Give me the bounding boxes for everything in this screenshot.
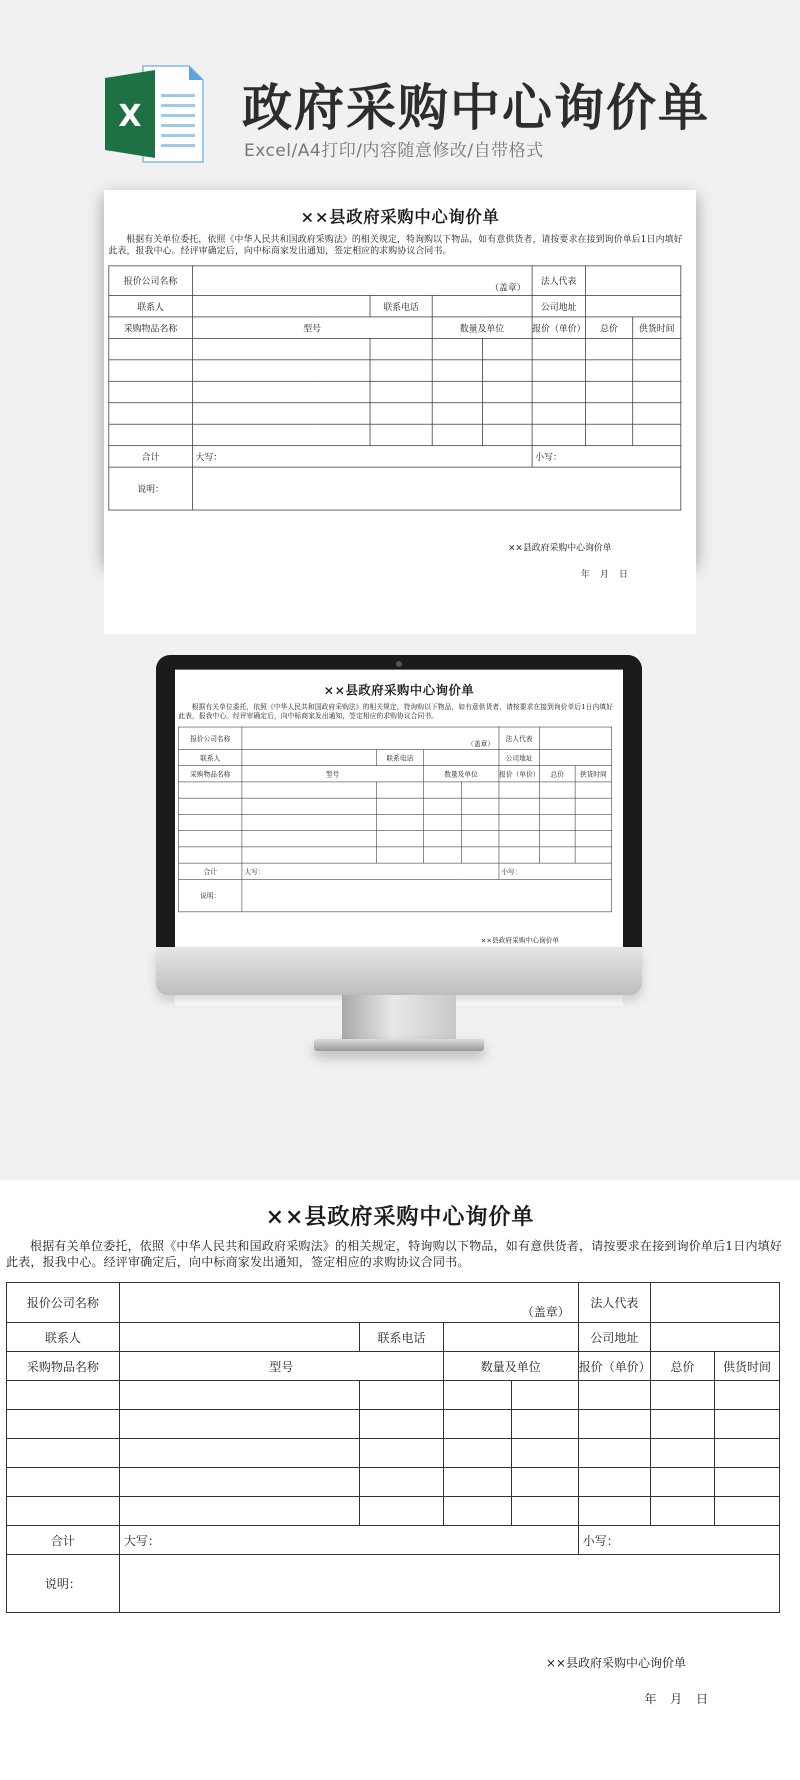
sum-label: 合计: [109, 446, 193, 467]
address-label: 公司地址: [578, 1323, 650, 1352]
table-row: [7, 1410, 780, 1439]
table-row: [179, 814, 612, 830]
item-name-header: 采购物品名称: [179, 766, 242, 782]
issuer-signature: ××县政府采购中心询价单: [545, 1656, 686, 1670]
sum-label: 合计: [7, 1526, 120, 1555]
cell[interactable]: [443, 1381, 512, 1410]
cell[interactable]: [532, 424, 586, 445]
table-row: [7, 1468, 780, 1497]
table-row: [179, 798, 612, 814]
cell[interactable]: [179, 847, 242, 863]
cell[interactable]: [192, 424, 370, 445]
cell[interactable]: [7, 1439, 120, 1468]
cell[interactable]: [483, 424, 532, 445]
table-row: [109, 403, 681, 424]
total-header: 总价: [585, 317, 632, 338]
form-intro: 根据有关单位委托，依照《中华人民共和国政府采购法》的相关规定，特询购以下物品，如有意供货者，请按要求在接到询价单后1日内填好此表，报我中心。经评审确定后，向中标商家发出通知，签定相应的求购协议合同书。: [108, 233, 683, 256]
unit-price-header: 报价（单价）: [532, 317, 586, 338]
cell[interactable]: [714, 1439, 779, 1468]
qty-unit-header: 数量及单位: [423, 766, 499, 782]
cell[interactable]: [242, 831, 377, 847]
total-header: 总价: [651, 1352, 715, 1381]
legal-rep-label: 法人代表: [499, 727, 540, 749]
phone-label: 联系电话: [370, 295, 432, 316]
cell[interactable]: [578, 1497, 650, 1526]
table-row: [7, 1439, 780, 1468]
cell[interactable]: [423, 798, 461, 814]
contact-label: 联系人: [7, 1323, 120, 1352]
delivery-header: 供货时间: [714, 1352, 779, 1381]
note-label: 说明：: [7, 1555, 120, 1613]
cell[interactable]: [585, 403, 632, 424]
company-label: 报价公司名称: [179, 727, 242, 749]
cell[interactable]: [370, 338, 432, 359]
form-intro: 根据有关单位委托，依照《中华人民共和国政府采购法》的相关规定，特询购以下物品，如有意供货者，请按要求在接到询价单后1日内填好此表，报我中心。经评审确定后，向中标商家发出通知，签定相应的求购协议合同书。: [178, 702, 613, 720]
table-row: [7, 1497, 780, 1526]
cell[interactable]: [242, 814, 377, 830]
company-field[interactable]: [119, 1283, 578, 1323]
cell[interactable]: [432, 360, 483, 381]
upper-amount-label: 大写：: [195, 451, 223, 462]
company-field[interactable]: [192, 266, 532, 296]
monitor-bezel: [156, 655, 642, 947]
cell[interactable]: [575, 798, 611, 814]
cell[interactable]: [376, 798, 423, 814]
cell[interactable]: [423, 814, 461, 830]
table-header-row: [109, 317, 681, 338]
cell[interactable]: [179, 831, 242, 847]
cell[interactable]: [585, 360, 632, 381]
issue-date: 年 月 日: [644, 1692, 708, 1706]
seal-label: （盖章）: [521, 1305, 570, 1319]
cell[interactable]: [539, 847, 575, 863]
cell[interactable]: [714, 1410, 779, 1439]
lower-amount-field[interactable]: [578, 1526, 779, 1555]
cell[interactable]: [499, 831, 540, 847]
cell[interactable]: [192, 403, 370, 424]
cell[interactable]: [499, 798, 540, 814]
cell[interactable]: [539, 831, 575, 847]
cell[interactable]: [578, 1439, 650, 1468]
cell[interactable]: [370, 403, 432, 424]
company-label: 报价公司名称: [109, 266, 193, 296]
lower-amount-field[interactable]: [499, 863, 612, 879]
table-header-row: [7, 1352, 780, 1381]
phone-field[interactable]: [423, 749, 499, 765]
cell[interactable]: [512, 1410, 578, 1439]
table-row: [109, 424, 681, 445]
table-row: [7, 1323, 780, 1352]
cell[interactable]: [651, 1381, 715, 1410]
cell[interactable]: [360, 1497, 443, 1526]
cell[interactable]: [360, 1468, 443, 1497]
cell[interactable]: [7, 1497, 120, 1526]
cell[interactable]: [376, 814, 423, 830]
cell[interactable]: [483, 403, 532, 424]
phone-field[interactable]: [432, 295, 532, 316]
cell[interactable]: [7, 1410, 120, 1439]
unit-price-header: 报价（单价）: [578, 1352, 650, 1381]
monitor-chin: [156, 947, 642, 995]
qty-unit-header: 数量及单位: [432, 317, 532, 338]
issuer-signature: ××县政府采购中心询价单: [507, 542, 612, 553]
cell[interactable]: [462, 814, 499, 830]
model-header: 型号: [192, 317, 432, 338]
cell[interactable]: [423, 831, 461, 847]
company-field[interactable]: [242, 727, 499, 749]
cell[interactable]: [532, 338, 586, 359]
form-slot: [0, 1180, 800, 1780]
cell[interactable]: [462, 831, 499, 847]
delivery-header: 供货时间: [575, 766, 611, 782]
cell[interactable]: [443, 1468, 512, 1497]
note-label: 说明：: [109, 467, 193, 510]
cell[interactable]: [376, 782, 423, 798]
cell[interactable]: [532, 381, 586, 402]
inquiry-form: [0, 1180, 800, 1780]
page-title: 政府采购中心询价单: [242, 79, 710, 137]
inquiry-form: [104, 190, 696, 634]
cell[interactable]: [443, 1410, 512, 1439]
monitor-mockup: [156, 655, 642, 1060]
table-row: [179, 831, 612, 847]
monitor-base: [314, 1039, 484, 1051]
cell[interactable]: [483, 338, 532, 359]
cell[interactable]: [179, 798, 242, 814]
inquiry-table: [108, 265, 681, 510]
table-header-row: [179, 766, 612, 782]
cell[interactable]: [376, 847, 423, 863]
cell[interactable]: [242, 798, 377, 814]
phone-label: 联系电话: [360, 1323, 443, 1352]
lower-amount-label: 小写：: [582, 1533, 619, 1548]
cell[interactable]: [585, 424, 632, 445]
cell[interactable]: [119, 1468, 359, 1497]
note-field[interactable]: [192, 467, 681, 510]
page-subtitle: Excel/A4打印/内容随意修改/自带格式: [244, 141, 544, 161]
cell[interactable]: [575, 814, 611, 830]
svg-text:X: X: [118, 99, 142, 134]
address-label: 公司地址: [532, 295, 586, 316]
seal-label: （盖章）: [490, 282, 526, 293]
cell[interactable]: [633, 381, 681, 402]
cell[interactable]: [714, 1468, 779, 1497]
qty-unit-header: 数量及单位: [443, 1352, 578, 1381]
cell[interactable]: [714, 1381, 779, 1410]
cell[interactable]: [370, 424, 432, 445]
table-row: [7, 1381, 780, 1410]
seal-label: （盖章）: [467, 739, 495, 748]
header: [0, 0, 800, 180]
cell[interactable]: [109, 360, 193, 381]
cell[interactable]: [360, 1381, 443, 1410]
excel-icon: [105, 64, 205, 164]
lower-amount-label: 小写：: [535, 451, 562, 462]
cell[interactable]: [651, 1439, 715, 1468]
upper-amount-label: 大写：: [123, 1533, 160, 1548]
cell[interactable]: [539, 814, 575, 830]
cell[interactable]: [532, 360, 586, 381]
monitor-stand: [342, 995, 456, 1043]
issue-date: 年 月 日: [580, 568, 628, 580]
note-label: 说明：: [179, 879, 242, 911]
cell[interactable]: [499, 847, 540, 863]
address-field[interactable]: [539, 749, 611, 765]
contact-field[interactable]: [192, 295, 370, 316]
cell[interactable]: [376, 831, 423, 847]
model-header: 型号: [119, 1352, 443, 1381]
inquiry-table: [178, 727, 611, 912]
table-row: [109, 381, 681, 402]
cell[interactable]: [578, 1468, 650, 1497]
table-row: [109, 338, 681, 359]
cell[interactable]: [462, 798, 499, 814]
cell[interactable]: [119, 1410, 359, 1439]
cell[interactable]: [443, 1439, 512, 1468]
unit-price-header: 报价（单价）: [499, 766, 540, 782]
cell[interactable]: [539, 798, 575, 814]
table-row: [109, 295, 681, 316]
item-name-header: 采购物品名称: [109, 317, 193, 338]
sum-row: [109, 446, 681, 467]
table-row: [7, 1283, 780, 1323]
phone-field[interactable]: [443, 1323, 578, 1352]
monitor-screen: [175, 673, 623, 945]
cell[interactable]: [242, 847, 377, 863]
cell[interactable]: [370, 360, 432, 381]
cell[interactable]: [119, 1497, 359, 1526]
camera-icon: [396, 661, 402, 667]
upper-amount-field[interactable]: [119, 1526, 578, 1555]
table-row: [109, 266, 681, 296]
table-row: [179, 782, 612, 798]
lower-amount-label: 小写：: [501, 867, 522, 876]
note-row: [109, 467, 681, 510]
address-label: 公司地址: [499, 749, 540, 765]
contact-field[interactable]: [119, 1323, 359, 1352]
legal-rep-field[interactable]: [651, 1283, 780, 1323]
address-field[interactable]: [585, 295, 680, 316]
upper-amount-field[interactable]: [192, 446, 532, 467]
cell[interactable]: [512, 1381, 578, 1410]
cell[interactable]: [192, 338, 370, 359]
cell[interactable]: [585, 338, 632, 359]
company-label: 报价公司名称: [7, 1283, 120, 1323]
cell[interactable]: [499, 782, 540, 798]
cell[interactable]: [714, 1497, 779, 1526]
cell[interactable]: [512, 1497, 578, 1526]
cell[interactable]: [585, 381, 632, 402]
table-row: [179, 749, 612, 765]
cell[interactable]: [423, 782, 461, 798]
cell[interactable]: [633, 360, 681, 381]
cell[interactable]: [462, 847, 499, 863]
cell[interactable]: [575, 782, 611, 798]
contact-label: 联系人: [179, 749, 242, 765]
cell[interactable]: [109, 424, 193, 445]
note-field[interactable]: [119, 1555, 779, 1613]
cell[interactable]: [578, 1381, 650, 1410]
cell[interactable]: [575, 831, 611, 847]
phone-label: 联系电话: [376, 749, 423, 765]
upper-amount-label: 大写：: [244, 867, 265, 876]
cell[interactable]: [512, 1439, 578, 1468]
lower-amount-field[interactable]: [532, 446, 681, 467]
form-title: ××县政府采购中心询价单: [300, 207, 500, 227]
inquiry-table: [6, 1282, 780, 1613]
cell[interactable]: [242, 782, 377, 798]
contact-label: 联系人: [109, 295, 193, 316]
cell[interactable]: [192, 360, 370, 381]
cell[interactable]: [578, 1410, 650, 1439]
cell[interactable]: [633, 338, 681, 359]
cell[interactable]: [539, 782, 575, 798]
legal-rep-label: 法人代表: [532, 266, 586, 296]
cell[interactable]: [360, 1439, 443, 1468]
cell[interactable]: [483, 360, 532, 381]
cell[interactable]: [179, 814, 242, 830]
cell[interactable]: [179, 782, 242, 798]
cell[interactable]: [633, 403, 681, 424]
cell[interactable]: [651, 1410, 715, 1439]
note-row: [179, 879, 612, 911]
table-row: [179, 727, 612, 749]
legal-rep-field[interactable]: [585, 266, 680, 296]
cell[interactable]: [7, 1468, 120, 1497]
address-field[interactable]: [651, 1323, 780, 1352]
cell[interactable]: [119, 1439, 359, 1468]
total-header: 总价: [539, 766, 575, 782]
cell[interactable]: [499, 814, 540, 830]
sheet-full: [0, 1180, 800, 1706]
upper-amount-field[interactable]: [242, 863, 499, 879]
cell[interactable]: [512, 1468, 578, 1497]
cell[interactable]: [651, 1497, 715, 1526]
cell[interactable]: [109, 381, 193, 402]
cell[interactable]: [109, 403, 193, 424]
form-title: ××县政府采购中心询价单: [323, 683, 475, 698]
issuer-signature: ××县政府采购中心询价单: [480, 936, 560, 945]
cell[interactable]: [432, 338, 483, 359]
note-field[interactable]: [242, 879, 612, 911]
cell[interactable]: [432, 403, 483, 424]
cell[interactable]: [532, 403, 586, 424]
cell[interactable]: [119, 1381, 359, 1410]
cell[interactable]: [575, 847, 611, 863]
table-row: [109, 360, 681, 381]
legal-rep-field[interactable]: [539, 727, 611, 749]
sheet-preview: [104, 190, 696, 580]
table-row: [179, 847, 612, 863]
sum-row: [7, 1526, 780, 1555]
cell[interactable]: [370, 381, 432, 402]
cell[interactable]: [633, 424, 681, 445]
cell[interactable]: [360, 1410, 443, 1439]
cell[interactable]: [109, 338, 193, 359]
contact-field[interactable]: [242, 749, 377, 765]
sum-label: 合计: [179, 863, 242, 879]
form-intro: 根据有关单位委托，依照《中华人民共和国政府采购法》的相关规定，特询购以下物品，如有意供货者，请按要求在接到询价单后1日内填好此表，报我中心。经评审确定后，向中标商家发出通知，签定相应的求购协议合同书。: [6, 1239, 783, 1269]
cell[interactable]: [462, 782, 499, 798]
cell[interactable]: [192, 381, 370, 402]
legal-rep-label: 法人代表: [578, 1283, 650, 1323]
sum-row: [179, 863, 612, 879]
cell[interactable]: [423, 847, 461, 863]
cell[interactable]: [443, 1497, 512, 1526]
delivery-header: 供货时间: [633, 317, 681, 338]
cell[interactable]: [432, 381, 483, 402]
note-row: [7, 1555, 780, 1613]
cell[interactable]: [483, 381, 532, 402]
model-header: 型号: [242, 766, 423, 782]
form-title: ××县政府采购中心询价单: [265, 1204, 535, 1230]
cell[interactable]: [651, 1468, 715, 1497]
item-name-header: 采购物品名称: [7, 1352, 120, 1381]
cell[interactable]: [7, 1381, 120, 1410]
cell[interactable]: [432, 424, 483, 445]
